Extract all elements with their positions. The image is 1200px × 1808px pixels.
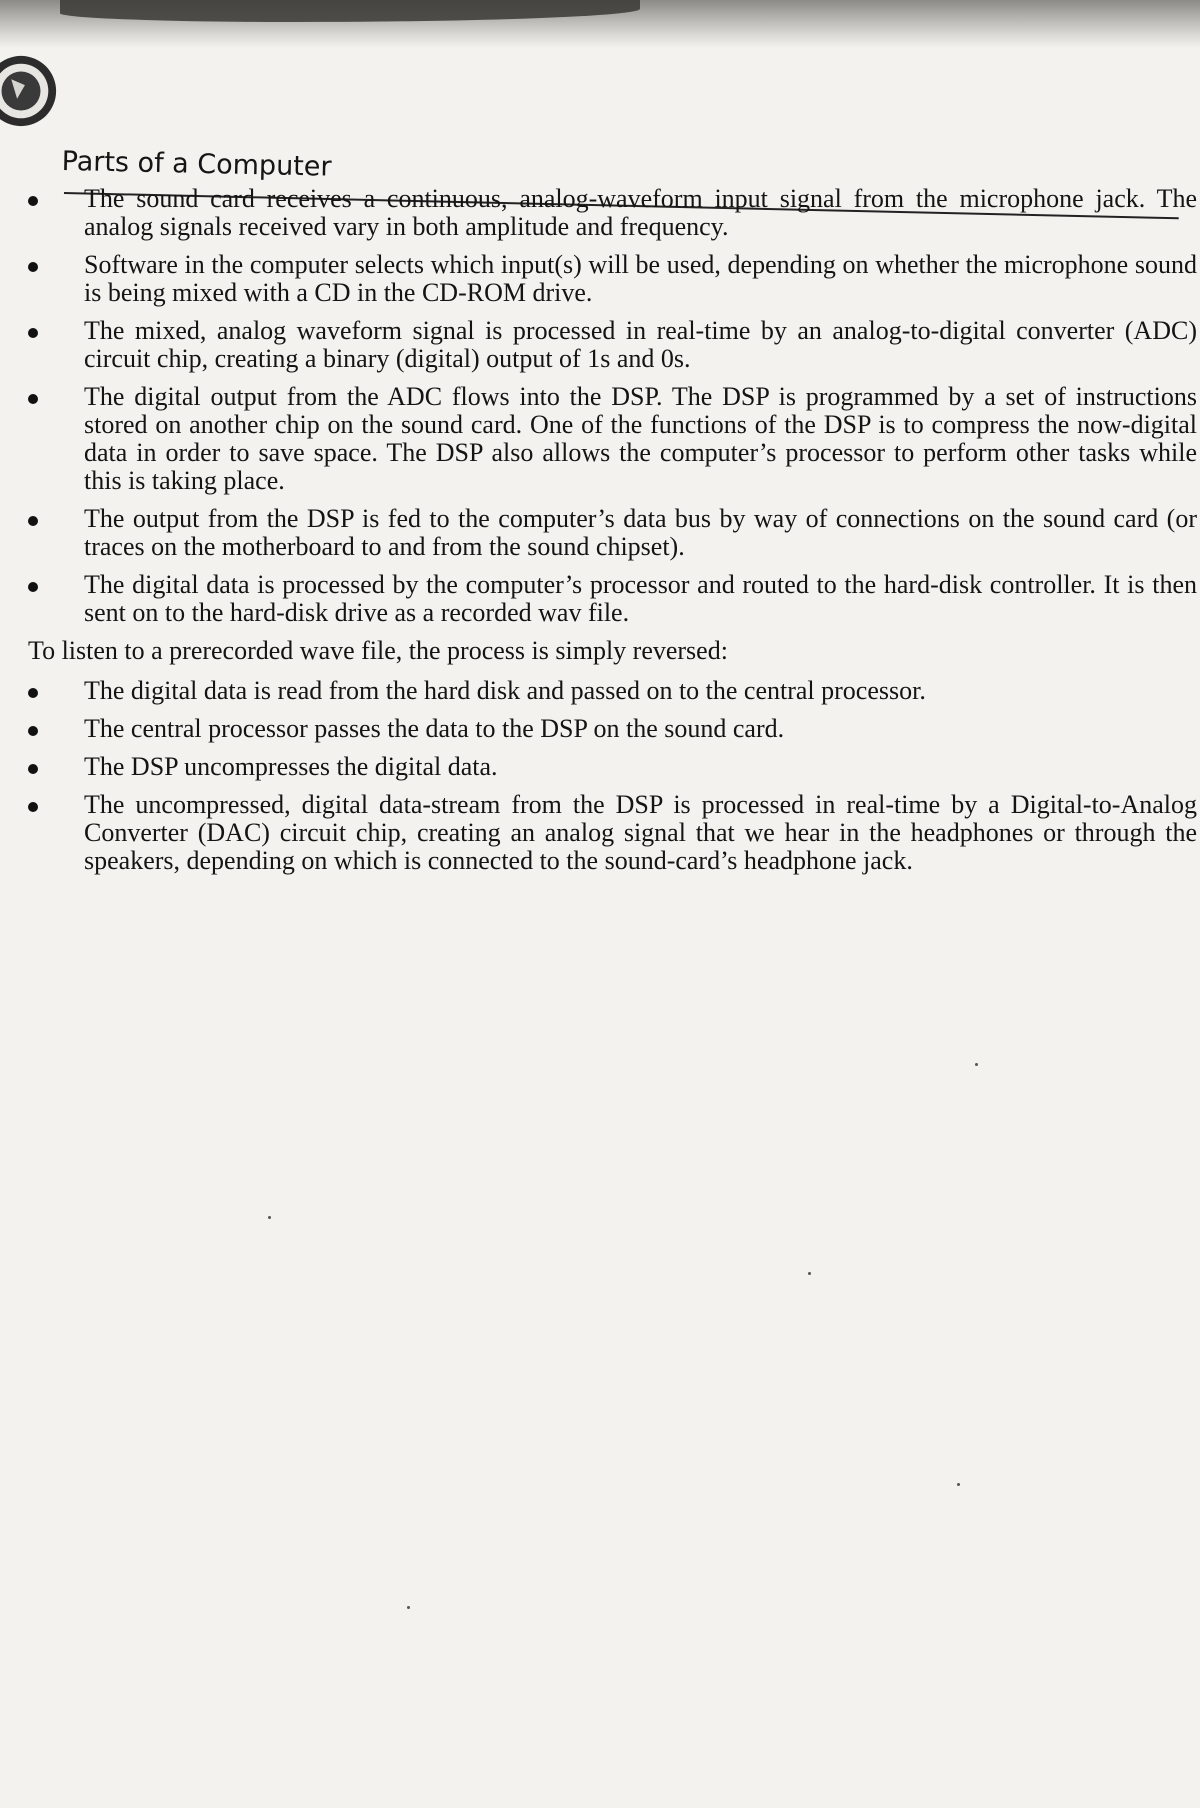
list-item-text: The output from the DSP is fed to the computer’s data bus by way of connections on the sound card (or traces on the motherboard to and from the sound chipset). [84, 504, 1197, 561]
paper-speck [975, 1063, 978, 1066]
list-item [22, 677, 1197, 705]
list-item-text: The central processor passes the data to the DSP on the sound card. [84, 714, 785, 743]
playback-steps-list [22, 677, 1197, 875]
recording-steps-list [22, 185, 1197, 627]
bullet-icon [28, 262, 38, 272]
list-item [22, 505, 1197, 561]
list-item-text: Software in the computer selects which input(s) will be used, depending on whether the microphone sound is being mixed with a CD in the CD-ROM drive. [84, 250, 1197, 307]
page-title: Parts of a Computer [61, 146, 332, 183]
bullet-icon [28, 328, 38, 338]
bullet-icon [28, 802, 38, 812]
list-item-text: The uncompressed, digital data-stream from the DSP is processed in real-time by a Digital-to-Analog Converter (DAC) circuit chip, creating an analog signal that we hear in the headphones or through the speakers, depending on which is connected to the sound-card’s headphone jack. [84, 790, 1197, 875]
list-item [22, 791, 1197, 875]
bullet-icon [28, 582, 38, 592]
bullet-icon [28, 196, 38, 206]
paper-speck [268, 1216, 271, 1219]
paper-speck [957, 1483, 960, 1486]
list-item [22, 185, 1197, 241]
list-item-text: The digital output from the ADC flows into the DSP. The DSP is programmed by a set of instructions stored on another chip on the sound card. One of the functions of the DSP is to compress the now-digital data in order to save space. The DSP also allows the computer’s processor to perform other tasks while this is taking place. [84, 382, 1197, 495]
bullet-icon [28, 726, 38, 736]
list-item-text: The sound card receives a continuous, analog-waveform input signal from the microphone jack. The analog signals received vary in both amplitude and frequency. [84, 184, 1197, 241]
list-item-text: The DSP uncompresses the digital data. [84, 752, 498, 781]
list-item-text: The mixed, analog waveform signal is processed in real-time by an analog-to-digital converter (ADC) circuit chip, creating a binary (digital) output of 1s and 0s. [84, 316, 1197, 373]
list-item [22, 571, 1197, 627]
paper-speck [808, 1272, 811, 1275]
list-item-text: The digital data is read from the hard disk and passed on to the central processor. [84, 676, 926, 705]
paper-speck [407, 1606, 410, 1609]
list-item-text: The digital data is processed by the computer’s processor and routed to the hard-disk controller. It is then sent on to the hard-disk drive as a recorded wav file. [84, 570, 1197, 627]
bullet-icon [28, 764, 38, 774]
list-item [22, 715, 1197, 743]
playback-intro: To listen to a prerecorded wave file, the process is simply reversed: [28, 636, 728, 665]
bullet-icon [28, 688, 38, 698]
publisher-logo-icon [0, 52, 60, 130]
list-item [22, 753, 1197, 781]
list-item [22, 317, 1197, 373]
bullet-icon [28, 516, 38, 526]
page-content [22, 185, 1197, 885]
bullet-icon [28, 394, 38, 404]
list-item [22, 383, 1197, 495]
list-item [22, 251, 1197, 307]
